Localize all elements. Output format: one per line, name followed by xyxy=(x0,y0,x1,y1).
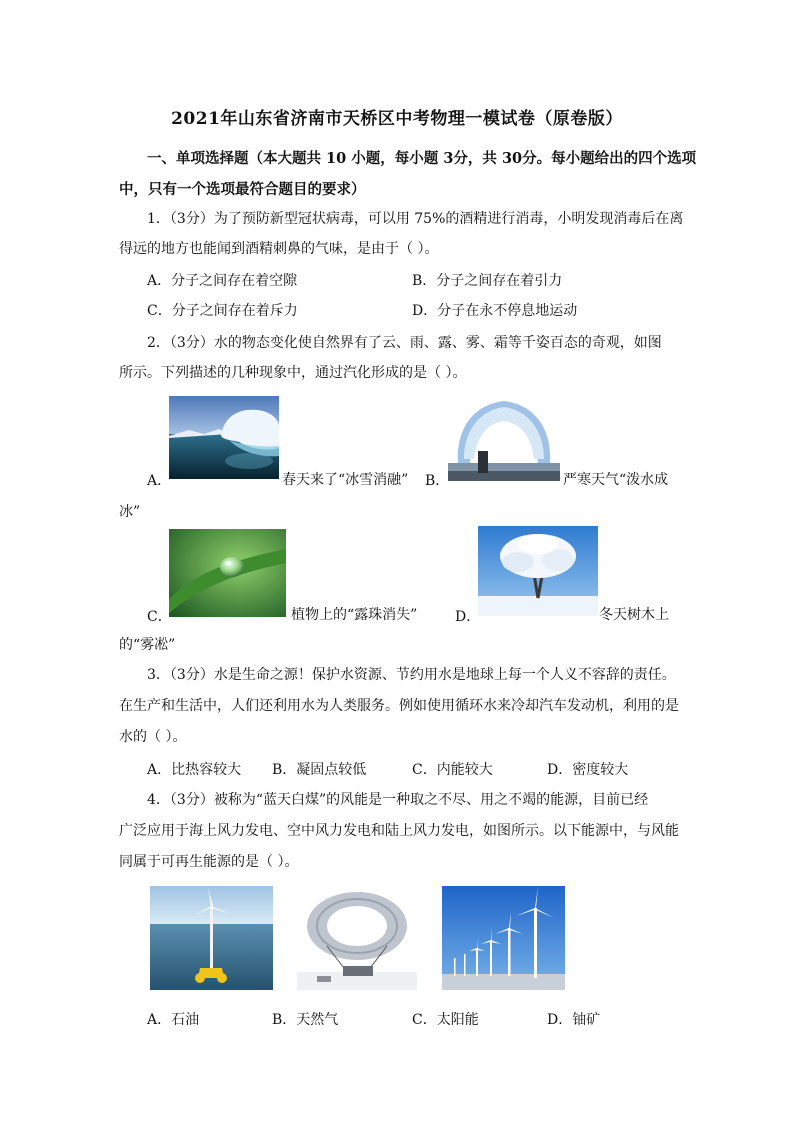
q3-stem-line-3: 水的（ ）。 xyxy=(119,729,187,745)
dew-drop-image xyxy=(169,529,286,617)
q1-option-b: B．分子之间存在着引力 xyxy=(412,273,563,289)
q2-option-d-continuation: 的“雾凇” xyxy=(119,637,176,653)
q1-stem-line-2: 得远的地方也能闻到酒精刺鼻的气味，是由于（ ）。 xyxy=(119,241,439,257)
q3-stem-line-1: 3．（3分）水是生命之源！保护水资源、节约用水是地球上每一个人义不容辞的责任。 xyxy=(147,667,676,683)
q4-stem-line-2: 广泛应用于海上风力发电、空中风力发电和陆上风力发电，如图所示。以下能源中，与风能 xyxy=(119,823,679,839)
water-freeze-image xyxy=(448,393,560,481)
q1-stem-line-1: 1．（3分）为了预防新型冠状病毒，可以用 75%的酒精进行消毒，小明发现消毒后在离 xyxy=(147,211,684,227)
q1-option-d: D．分子在永不停息地运动 xyxy=(412,303,578,319)
q4-stem-line-3: 同属于可再生能源的是（ ）。 xyxy=(119,854,299,870)
onshore-wind-farm-image xyxy=(442,886,565,990)
q1-option-a: A．分子之间存在着空隙 xyxy=(147,273,298,289)
q2-option-a-label: A． xyxy=(147,473,172,489)
q2-option-c-text: 植物上的“露珠消失” xyxy=(291,607,418,623)
q2-stem-line-1: 2．（3分）水的物态变化使自然界有了云、雨、露、雾、霜等千姿百态的奇观，如图 xyxy=(147,335,662,351)
q4-option-d: D．铀矿 xyxy=(547,1012,601,1028)
q3-stem-line-2: 在生产和生活中，人们还利用水为人类服务。例如使用循环水来冷却汽车发动机，利用的是 xyxy=(119,698,679,714)
q3-option-c: C．内能较大 xyxy=(412,762,493,778)
airborne-wind-turbine-image xyxy=(297,886,417,990)
q3-option-a: A．比热容较大 xyxy=(147,762,242,778)
q4-option-b: B．天然气 xyxy=(272,1012,339,1028)
q2-option-a-text: 春天来了“冰雪消融” xyxy=(282,472,409,488)
q2-option-d-text: 冬天树木上 xyxy=(599,607,669,623)
rime-tree-image xyxy=(478,526,598,616)
offshore-wind-turbine-image xyxy=(150,886,273,990)
q2-option-b-text: 严寒天气“泼水成 xyxy=(563,472,669,488)
q2-option-b-label: B． xyxy=(425,473,450,489)
q2-option-d-label: D． xyxy=(455,609,481,625)
q3-option-b: B．凝固点较低 xyxy=(272,762,367,778)
q1-option-c: C．分子之间存在着斥力 xyxy=(147,303,298,319)
q4-option-a: A．石油 xyxy=(147,1012,200,1028)
q4-option-c: C．太阳能 xyxy=(412,1012,479,1028)
q2-stem-line-2: 所示。下列描述的几种现象中，通过汽化形成的是（ ）。 xyxy=(119,365,467,381)
q4-stem-line-1: 4．（3分）被称为“蓝天白煤”的风能是一种取之不尽、用之不竭的能源，目前已经 xyxy=(147,792,649,808)
q2-option-b-continuation: 冰” xyxy=(119,504,141,520)
melting-ice-image xyxy=(169,396,279,479)
section-heading-line-2: 中，只有一个选项最符合题目的要求） xyxy=(119,181,366,198)
section-heading-line-1: 一、单项选择题（本大题共 10 小题，每小题 3分，共 30分。每小题给出的四个选项 xyxy=(147,150,697,167)
q3-option-d: D．密度较大 xyxy=(547,762,629,778)
page-title: 2021年山东省济南市天桥区中考物理一模试卷（原卷版） xyxy=(171,109,623,129)
q2-option-c-label: C． xyxy=(147,609,172,625)
